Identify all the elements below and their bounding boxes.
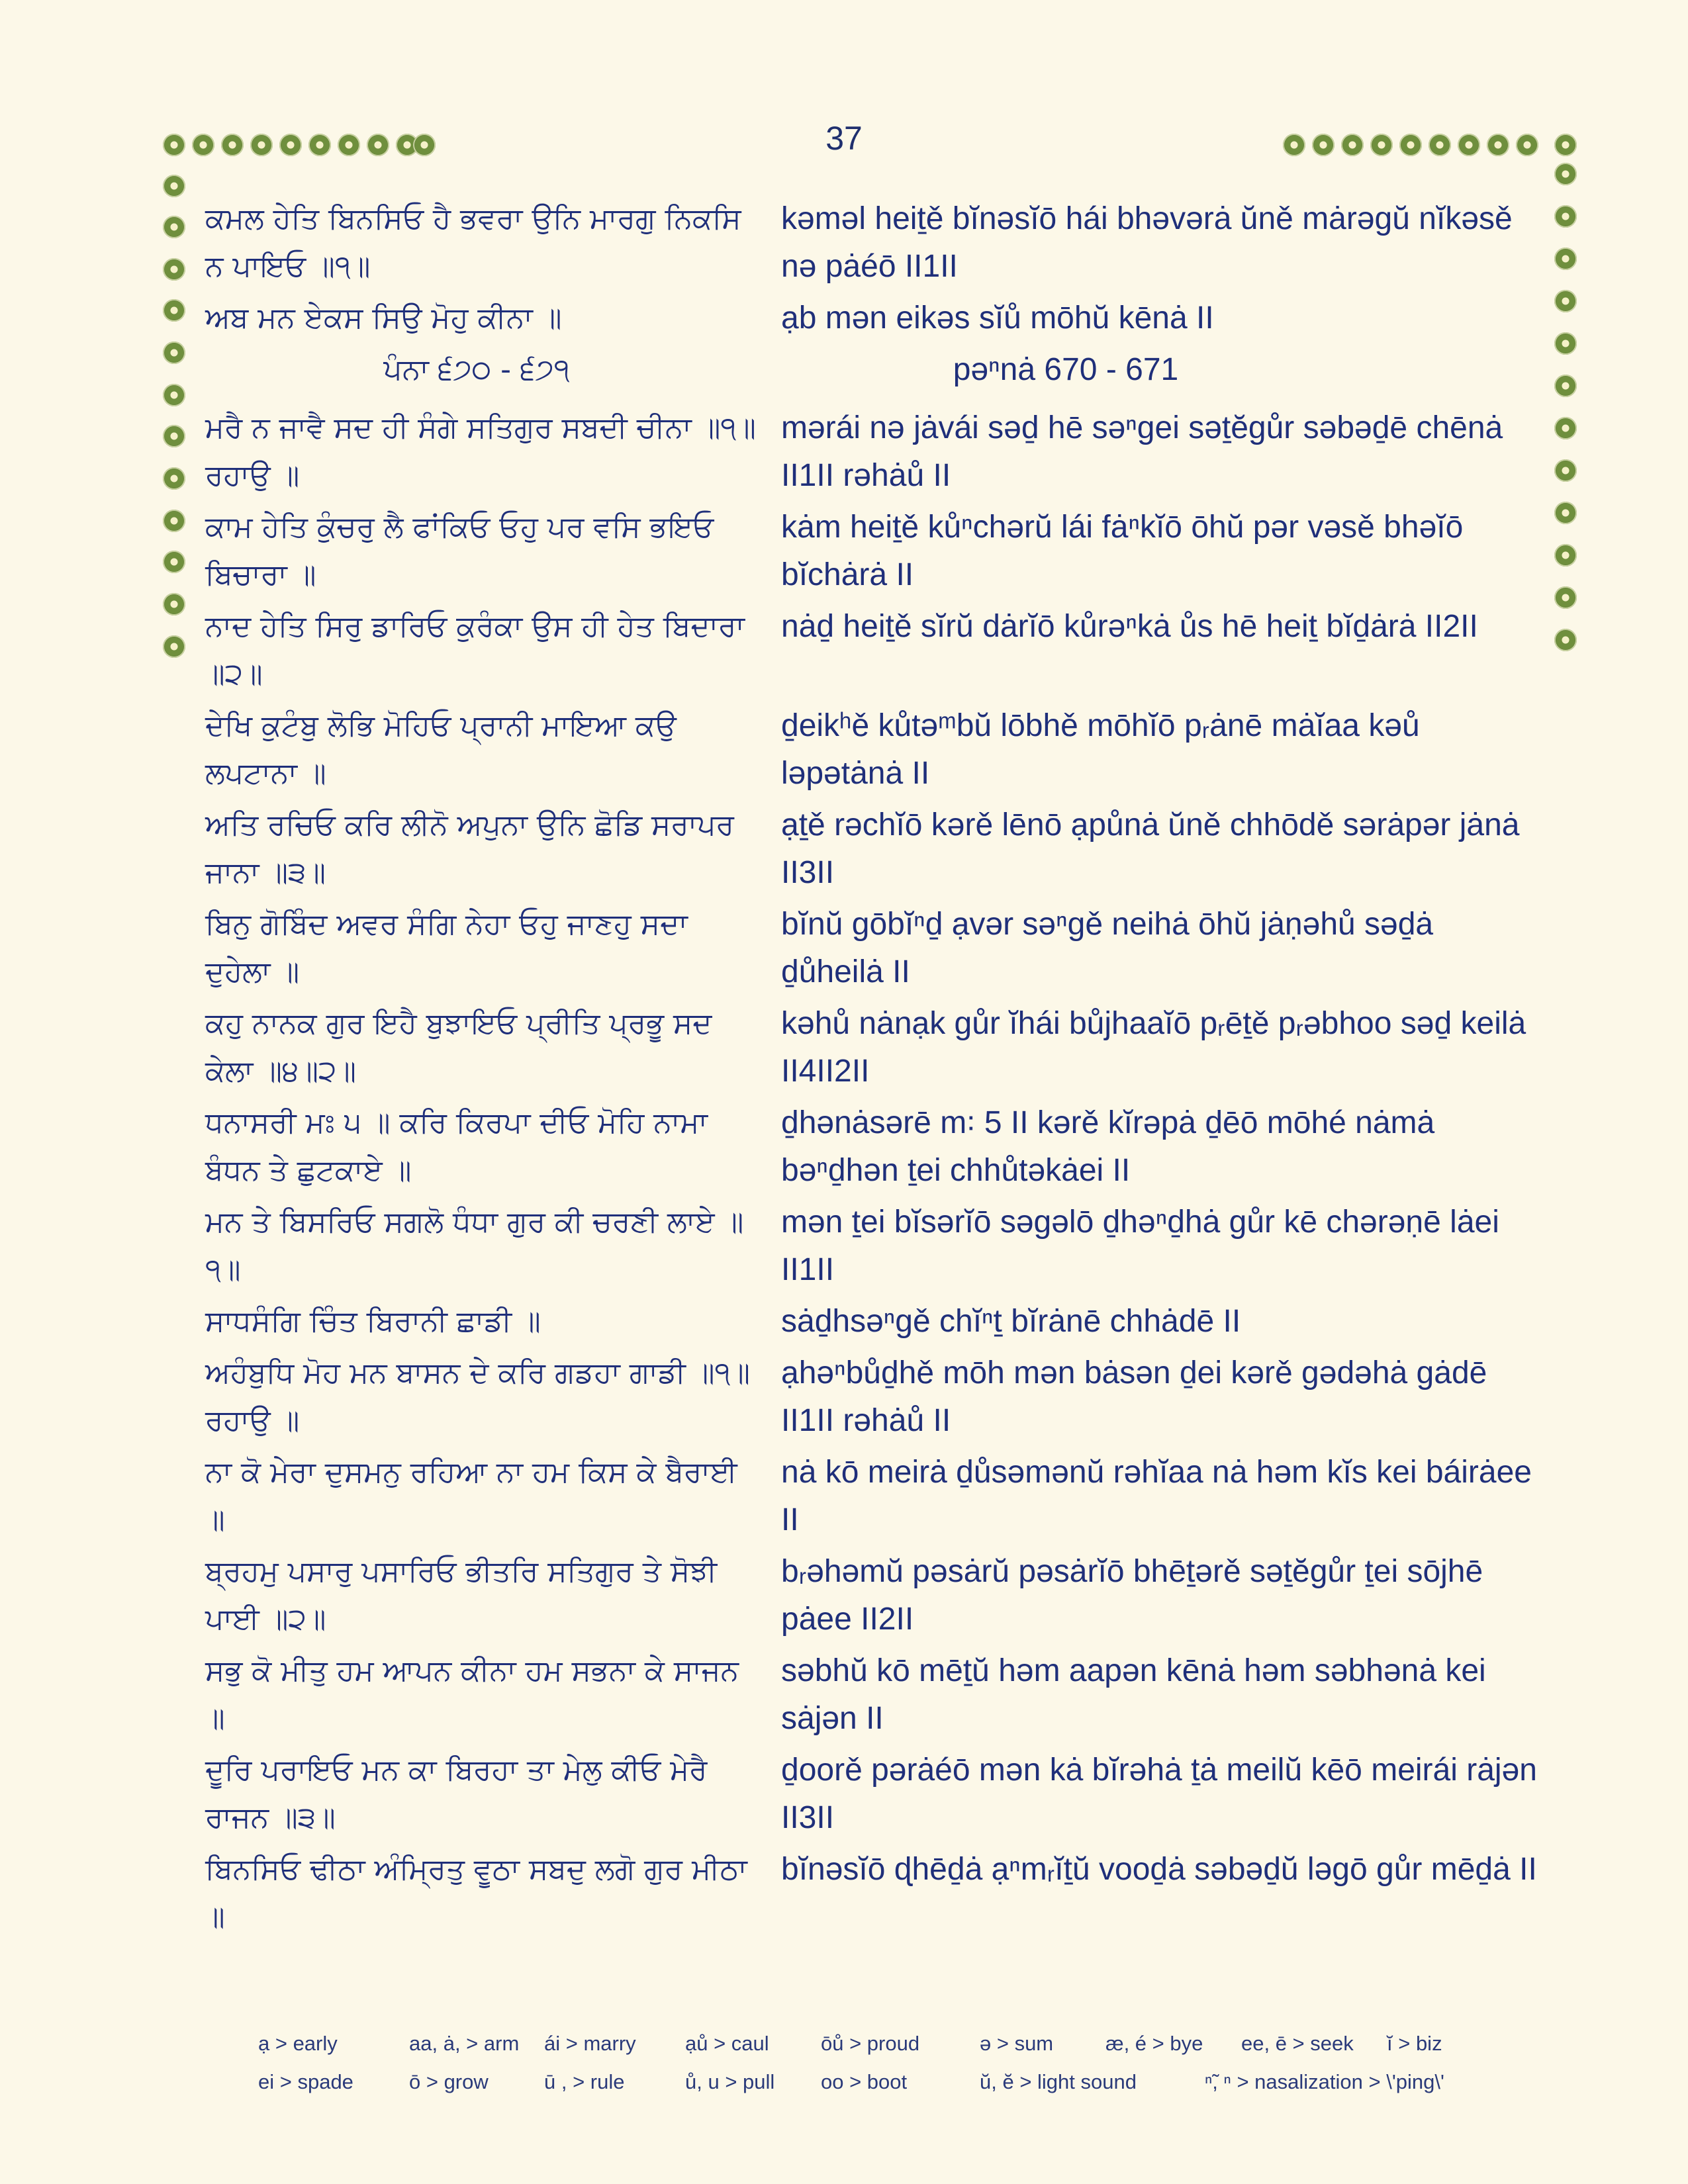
verse-row xyxy=(205,404,1542,504)
gurmukhi-verse: ਬ੍ਰਹਮੁ ਪਸਾਰੁ ਪਸਾਰਿਓ ਭੀਤਰਿ ਸਤਿਗੁਰ ਤੇ ਸੋਝੀ ਪਾਈ ॥੨॥ xyxy=(205,1555,718,1636)
transliteration: mən ṯei bĭsərĭō səgəlō ḏhəⁿḏhȧ gůr kē chərəṇē lȧei II1II xyxy=(781,1205,1499,1287)
legend-item: ⁿ̃, ⁿ > nasalization > \'ping\' xyxy=(1205,2070,1444,2093)
flower-icon xyxy=(279,134,302,156)
transliteration: mərái nə jȧvái səḏ hē səⁿgei səṯĕgůr səbəḏē chēnȧ II1II rəhȧů II xyxy=(781,410,1503,493)
flower-icon xyxy=(1554,375,1577,397)
verse-row xyxy=(205,1647,1542,1747)
transliteration: ạṯě rəchĭō kərě lēnō ạpůnȧ ŭně chhōdě sərȧpər jȧnȧ II3II xyxy=(781,807,1520,890)
transliteration: nȧ kō meirȧ ḏůsəmənŭ rəhĭaa nȧ həm kĭs kei báirȧee II xyxy=(781,1455,1532,1537)
flower-icon xyxy=(163,593,185,615)
transliteration: bĭnəsĭō ɖhēḏȧ ạⁿmᵣĭṯŭ vooḏȧ səbəḏŭ ləgō gůr mēḏȧ II xyxy=(781,1852,1537,1887)
flower-icon xyxy=(163,635,185,658)
flower-icon xyxy=(1554,248,1577,270)
flower-icon xyxy=(367,134,389,156)
verse-table xyxy=(205,195,1542,1945)
flower-icon xyxy=(163,258,185,281)
gurmukhi-verse: ਮਨ ਤੇ ਬਿਸਰਿਓ ਸਗਲੋ ਧੰਧਾ ਗੁਰ ਕੀ ਚਰਣੀ ਲਾਏ ॥੧॥ xyxy=(205,1205,744,1287)
flower-icon xyxy=(250,134,273,156)
legend-item: ə > sum xyxy=(980,2032,1054,2055)
flower-icon xyxy=(163,299,185,322)
legend-item: ů, u > pull xyxy=(685,2070,775,2093)
flower-icon xyxy=(163,134,185,156)
flower-icon xyxy=(221,134,244,156)
verse-row xyxy=(205,1747,1542,1846)
flower-icon xyxy=(1341,134,1364,156)
verse-row xyxy=(205,1349,1542,1449)
flower-icon xyxy=(192,134,214,156)
verse-row xyxy=(205,1449,1542,1548)
gurmukhi-verse: ਅਤਿ ਰਚਿਓ ਕਰਿ ਲੀਨੋ ਅਪੁਨਾ ਉਨਿ ਛੋਡਿ ਸਰਾਪਰ ਜਾਨਾ ॥੩॥ xyxy=(205,808,734,889)
pronunciation-legend xyxy=(258,2032,1483,2109)
flower-icon xyxy=(1312,134,1335,156)
transliteration: kəhů nȧnạk gůr ĭhái bůjhaaĭō pᵣēṯě pᵣəbhoo səḏ keilȧ II4II2II xyxy=(781,1006,1526,1089)
flower-icon xyxy=(163,467,185,490)
verse-row xyxy=(205,901,1542,1000)
flower-icon xyxy=(1554,544,1577,567)
gurmukhi-page-marker: ਪੰਨਾ ੬੭੦ - ੬੭੧ xyxy=(383,353,570,387)
flower-icon xyxy=(163,425,185,447)
transliteration: nȧḏ heiṯě sĭrŭ dȧrĭō kůrəⁿkȧ ůs hē heiṯ bĭḏȧrȧ II2II xyxy=(781,609,1478,644)
gurmukhi-verse: ਕਾਮ ਹੇਤਿ ਕੁੰਚਰੁ ਲੈ ਫਾਂਕਿਓ ਓਹੁ ਪਰ ਵਸਿ ਭਇਓ ਬਿਚਾਰਾ ॥ xyxy=(205,510,714,592)
legend-item: aa, ȧ, > arm xyxy=(409,2032,520,2055)
legend-item: ū , > rule xyxy=(544,2070,625,2093)
verse-row xyxy=(205,1298,1542,1349)
gurmukhi-verse: ਬਿਨੁ ਗੋਬਿੰਦ ਅਵਰ ਸੰਗਿ ਨੇਹਾ ਓਹੁ ਜਾਣਹੁ ਸਦਾ ਦੁਹੇਲਾ ॥ xyxy=(205,907,688,989)
verse-row xyxy=(205,295,1542,346)
legend-item: ái > marry xyxy=(544,2032,636,2055)
flower-icon xyxy=(1458,134,1480,156)
transliteration: ḏeikʰě kůtəᵐbŭ lōbhě mōhĭō pᵣȧnē mȧĭaa kəů ləpətȧnȧ II xyxy=(781,708,1420,791)
transliteration: bᵣəhəmŭ pəsȧrŭ pəsȧrĭō bhēṯərě səṯĕgůr ṯei sōjhē pȧee II2II xyxy=(781,1554,1483,1637)
page-marker: pəⁿnȧ 670 - 671 xyxy=(953,352,1179,387)
transliteration: bĭnŭ gōbĭⁿḏ ạvər səⁿgě neihȧ ōhŭ jȧṇəhů səḏȧ ḏůheilȧ II xyxy=(781,907,1434,989)
flower-icon xyxy=(1554,417,1577,439)
flower-icon xyxy=(1554,502,1577,524)
transliteration: səbhŭ kō mēṯŭ həm aapən kēnȧ həm səbhənȧ kei sȧjən II xyxy=(781,1653,1486,1736)
legend-item: ŭ, ĕ > light sound xyxy=(980,2070,1137,2093)
flower-icon xyxy=(1399,134,1422,156)
gurmukhi-verse: ਮਰੈ ਨ ਜਾਵੈ ਸਦ ਹੀ ਸੰਗੇ ਸਤਿਗੁਰ ਸਬਦੀ ਚੀਨਾ ॥੧॥ ਰਹਾਉ ॥ xyxy=(205,411,756,492)
flower-icon xyxy=(1487,134,1509,156)
flower-icon xyxy=(1554,629,1577,651)
legend-item: oo > boot xyxy=(821,2070,908,2093)
gurmukhi-verse: ਨਾਦ ਹੇਤਿ ਸਿਰੁ ਡਾਰਿਓ ਕੁਰੰਕਾ ਉਸ ਹੀ ਹੇਤ ਬਿਦਾਰਾ ॥੨॥ xyxy=(205,610,745,691)
flower-icon xyxy=(1554,332,1577,355)
transliteration: ạb mən eikəs sĭů mōhŭ kēnȧ II xyxy=(781,300,1214,336)
flower-icon xyxy=(1283,134,1305,156)
legend-item: ĭ > biz xyxy=(1387,2032,1442,2055)
legend-item: ei > spade xyxy=(258,2070,353,2093)
transliteration: ạhəⁿbůḏhě mōh mən bȧsən ḏei kərě gədəhȧ gȧdē II1II rəhȧů II xyxy=(781,1355,1487,1438)
flower-icon xyxy=(163,216,185,238)
transliteration: ḏoorě pərȧéō mən kȧ bĭrəhȧ ṯȧ meilŭ kēō meirái rȧjən II3II xyxy=(781,1752,1537,1835)
gurmukhi-verse: ਨਾ ਕੋ ਮੇਰਾ ਦੁਸਮਨੁ ਰਹਿਆ ਨਾ ਹਮ ਕਿਸ ਕੇ ਬੈਰਾਈ ॥ xyxy=(205,1455,737,1537)
gurmukhi-verse: ਸਾਧਸੰਗਿ ਚਿੰਤ ਬਿਰਾਨੀ ਛਾਡੀ ॥ xyxy=(205,1304,541,1338)
verse-row xyxy=(205,1846,1542,1945)
flower-icon xyxy=(163,384,185,406)
page-marker-row xyxy=(205,346,1542,404)
flower-icon xyxy=(163,510,185,532)
flower-icon xyxy=(1554,459,1577,482)
flower-icon xyxy=(163,341,185,364)
legend-item: ō > grow xyxy=(409,2070,489,2093)
verse-row xyxy=(205,195,1542,295)
flower-icon xyxy=(163,551,185,573)
flower-icon xyxy=(163,175,185,197)
legend-item: ōů > proud xyxy=(821,2032,920,2055)
gurmukhi-verse: ਅਹੰਬੁਧਿ ਮੋਹ ਮਨ ਬਾਸਨ ਦੇ ਕਰਿ ਗਡਹਾ ਗਾਡੀ ॥੧॥ ਰਹਾਉ ॥ xyxy=(205,1356,751,1437)
gurmukhi-verse: ਦੇਖਿ ਕੁਟੰਬੁ ਲੋਭਿ ਮੋਹਿਓ ਪ੍ਰਾਨੀ ਮਾਇਆ ਕਉ ਲਪਟਾਨਾ ॥ xyxy=(205,709,677,790)
verse-row xyxy=(205,1548,1542,1647)
legend-item: ạ > early xyxy=(258,2032,338,2055)
page-number: 37 xyxy=(825,120,863,157)
legend-item: ee, ē > seek xyxy=(1241,2032,1354,2055)
flower-icon xyxy=(1554,134,1577,156)
gurmukhi-verse: ਬਿਨਸਿਓ ਢੀਠਾ ਅੰਮ੍ਰਿਤੁ ਵੂਠਾ ਸਬਦੁ ਲਗੋ ਗੁਰ ਮੀਠਾ ॥ xyxy=(205,1852,747,1934)
legend-row xyxy=(258,2070,1483,2109)
transliteration: kəməl heiṯě bĭnəsĭō hái bhəvərȧ ŭně mȧrəgŭ nĭkəsě nə pȧéō II1II xyxy=(781,201,1513,284)
flower-icon xyxy=(1516,134,1538,156)
legend-item: æ, é > bye xyxy=(1105,2032,1203,2055)
flower-icon xyxy=(338,134,360,156)
gurmukhi-verse: ਕਮਲ ਹੇਤਿ ਬਿਨਸਿਓ ਹੈ ਭਵਰਾ ਉਨਿ ਮਾਰਗੁ ਨਿਕਸਿ ਨ ਪਾਇਓ ॥੧॥ xyxy=(205,202,741,283)
flower-icon xyxy=(1554,586,1577,609)
verse-row xyxy=(205,1199,1542,1298)
gurmukhi-verse: ਧਨਾਸਰੀ ਮਃ ੫ ॥ ਕਰਿ ਕਿਰਪਾ ਦੀਓ ਮੋਹਿ ਨਾਮਾ ਬੰਧਨ ਤੇ ਛੁਟਕਾਏ ॥ xyxy=(205,1106,708,1187)
verse-row xyxy=(205,801,1542,901)
legend-item: ạů > caul xyxy=(685,2032,769,2055)
gurmukhi-verse: ਦੂਰਿ ਪਰਾਇਓ ਮਨ ਕਾ ਬਿਰਹਾ ਤਾ ਮੇਲੁ ਕੀਓ ਮੇਰੈ ਰਾਜਨ ॥੩॥ xyxy=(205,1753,708,1835)
flower-icon xyxy=(1554,205,1577,228)
transliteration: kȧm heiṯě kůⁿchərŭ lái fȧⁿkĭō ōhŭ pər vəsě bhəĭō bĭchȧrȧ II xyxy=(781,510,1464,592)
flower-icon xyxy=(1370,134,1393,156)
verse-row xyxy=(205,603,1542,702)
transliteration: sȧḏhsəⁿgě chĭⁿṯ bĭrȧnē chhȧdē II xyxy=(781,1304,1241,1339)
flower-icon xyxy=(308,134,331,156)
verse-row xyxy=(205,1000,1542,1099)
verse-row xyxy=(205,1099,1542,1199)
flower-icon xyxy=(1554,290,1577,312)
gurmukhi-verse: ਅਬ ਮਨ ਏਕਸ ਸਿਉ ਮੋਹੁ ਕੀਨਾ ॥ xyxy=(205,301,562,335)
flower-icon xyxy=(1554,163,1577,185)
flower-icon xyxy=(1429,134,1451,156)
flower-icon xyxy=(413,134,436,156)
legend-row xyxy=(258,2032,1483,2070)
gurmukhi-verse: ਸਭੁ ਕੋ ਮੀਤੁ ਹਮ ਆਪਨ ਕੀਨਾ ਹਮ ਸਭਨਾ ਕੇ ਸਾਜਨ ॥ xyxy=(205,1654,739,1735)
verse-row xyxy=(205,702,1542,801)
transliteration: ḏhənȧsərē m꞉ 5 II kərě kĭrəpȧ ḏēō mōhé nȧmȧ bəⁿḏhən ṯei chhůtəkȧei II xyxy=(781,1105,1435,1188)
verse-row xyxy=(205,504,1542,603)
gurmukhi-verse: ਕਹੁ ਨਾਨਕ ਗੁਰ ਇਹੈ ਬੁਝਾਇਓ ਪ੍ਰੀਤਿ ਪ੍ਰਭੂ ਸਦ ਕੇਲਾ ॥੪॥੨॥ xyxy=(205,1007,712,1088)
